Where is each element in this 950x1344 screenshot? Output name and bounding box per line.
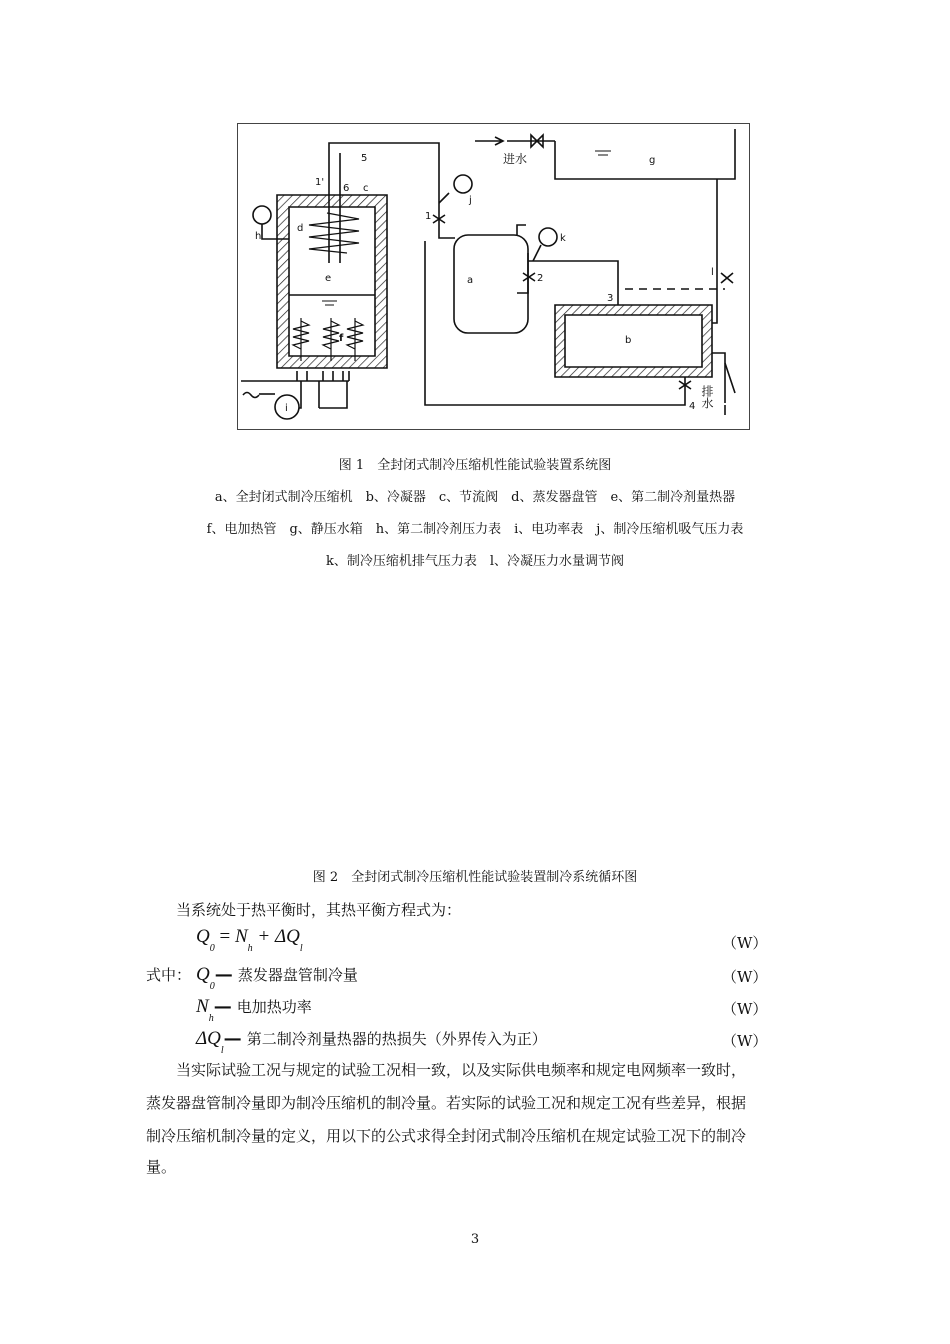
- figure-1-caption: 图 1 全封闭式制冷压缩机性能试验装置系统图: [338, 458, 612, 473]
- label-e: e: [325, 273, 332, 284]
- label-g: g: [649, 155, 656, 166]
- label-drain: 排水: [700, 385, 714, 409]
- page-number: 3: [470, 1232, 480, 1247]
- system-diagram: [237, 123, 750, 430]
- where-row-3: $\Delta Q_l—$ 第二制冷剂量热器的热损失（外界传入为正）: [196, 1028, 547, 1056]
- heat-balance-equation: $Q_0 = N_h + \Delta Q_l$: [196, 926, 303, 954]
- where-prefix: 式中：: [146, 966, 192, 984]
- where-row-2-unit: （W）: [722, 1000, 768, 1018]
- where-row-1-unit: （W）: [722, 968, 768, 986]
- paragraph-line-3: 制冷压缩机制冷量的定义，用以下的公式求得全封闭式制冷压缩机在规定试验工况下的制冷: [146, 1127, 747, 1145]
- label-f: f: [339, 333, 344, 344]
- where-row-2: $N_h—$ 电加热功率: [196, 996, 312, 1024]
- label-2: 2: [537, 273, 544, 284]
- legend-line-2: f、电加热管 g、静压水箱 h、第二制冷剂压力表 i、电功率表 j、制冷压缩机吸气压力表: [206, 522, 744, 537]
- legend-line-1: a、全封闭式制冷压缩机 b、冷凝器 c、节流阀 d、蒸发器盘管 e、第二制冷剂量热器: [214, 490, 736, 505]
- paragraph-line-2: 蒸发器盘管制冷量即为制冷压缩机的制冷量。若实际的试验工况和规定工况有些差异，根据: [146, 1094, 747, 1112]
- equation-unit: （W）: [722, 934, 768, 952]
- where-row-1: $Q_0—$ 蒸发器盘管制冷量: [196, 964, 358, 992]
- where-row-3-unit: （W）: [722, 1032, 768, 1050]
- label-3: 3: [607, 293, 614, 304]
- label-j: j: [469, 195, 472, 206]
- label-6: 6: [343, 183, 350, 194]
- legend-line-3: k、制冷压缩机排气压力表 l、冷凝压力水量调节阀: [325, 554, 625, 569]
- label-k: k: [560, 233, 566, 244]
- label-1-prime: 1': [315, 177, 325, 188]
- label-5: 5: [361, 153, 368, 164]
- label-d: d: [297, 223, 304, 234]
- label-a: a: [467, 275, 474, 286]
- figure-2-caption: 图 2 全封闭式制冷压缩机性能试验装置制冷系统循环图: [312, 870, 638, 885]
- label-i: i: [285, 403, 288, 414]
- paragraph-line-4: 量。: [146, 1158, 177, 1176]
- paragraph-line-1: 当实际试验工况与规定的试验工况相一致，以及实际供电频率和规定电网频率一致时，: [176, 1061, 747, 1079]
- label-c: c: [363, 183, 369, 194]
- intro-text: 当系统处于热平衡时，其热平衡方程式为：: [176, 901, 462, 919]
- label-4: 4: [689, 401, 696, 412]
- label-l: l: [711, 267, 714, 278]
- label-1: 1: [425, 211, 432, 222]
- label-b: b: [625, 335, 632, 346]
- label-inlet: 进水: [503, 152, 528, 166]
- label-h: h: [255, 231, 262, 242]
